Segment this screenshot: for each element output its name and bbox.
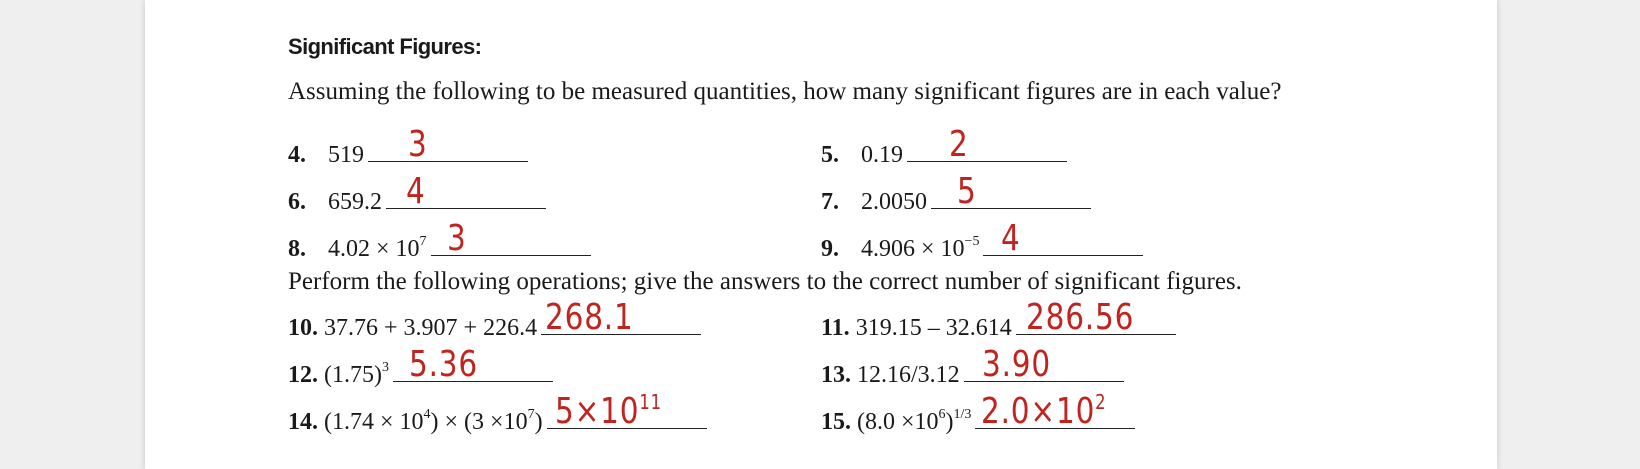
problem-number: 6. [288, 189, 306, 215]
handwritten-answer: 5.36 [408, 344, 478, 385]
instruction-counting: Assuming the following to be measured quantities, how many significant figures are in each value? [288, 78, 1282, 105]
handwritten-answer: 5 [957, 171, 977, 212]
problem-number: 9. [821, 236, 839, 262]
problem-number: 13. [821, 362, 851, 388]
problem-expression: (8.0 ×10 [857, 409, 939, 435]
handwritten-answer: 286.56 [1025, 297, 1134, 338]
problem-number: 7. [821, 189, 839, 215]
exponent: 6 [938, 407, 946, 422]
problem-14 [288, 390, 707, 442]
answer-line [983, 218, 1143, 259]
answer-line [1016, 297, 1176, 338]
answer-line [907, 124, 1067, 165]
answer-line [393, 344, 553, 385]
answer-line [964, 344, 1124, 385]
problem-expression: 319.15 – 32.614 [855, 315, 1012, 341]
problem-9 [821, 218, 1143, 269]
answer-line [368, 124, 528, 165]
problem-number: 15. [821, 409, 851, 435]
answer-line [931, 171, 1091, 212]
problem-expression: 12.16/3.12 [857, 362, 960, 388]
handwritten-answer: 4 [1001, 218, 1022, 259]
exponent: 1/3 [953, 407, 972, 422]
exponent: 3 [381, 360, 389, 375]
problem-expression: 4.906 × 10 [861, 236, 965, 262]
problem-expression: 4.02 × 10 [328, 236, 420, 262]
section-heading: Significant Figures: [288, 34, 482, 59]
problem-number: 12. [288, 362, 318, 388]
problem-expression-part: ) [945, 409, 954, 435]
problem-number: 11. [821, 315, 850, 341]
handwritten-answer: 3 [446, 218, 467, 259]
answer-line [547, 390, 707, 432]
answer-base: 2.0×10 [981, 391, 1096, 432]
problem-10 [288, 297, 701, 348]
handwritten-answer: 4 [406, 171, 426, 212]
answer-base: 5×10 [554, 391, 639, 432]
problem-11 [821, 297, 1176, 348]
answer-exponent: 11 [638, 390, 662, 414]
exponent: 7 [527, 407, 535, 422]
exponent: 7 [419, 234, 427, 249]
problem-15 [821, 390, 1135, 442]
problem-13 [821, 344, 1124, 395]
problem-number: 8. [288, 236, 306, 262]
problem-7 [821, 171, 1091, 222]
problem-number: 5. [821, 142, 839, 168]
answer-line [386, 171, 546, 212]
problem-number: 14. [288, 409, 318, 435]
problem-4 [288, 124, 528, 175]
handwritten-answer: 2 [949, 124, 969, 165]
problem-expression: 0.19 [861, 142, 903, 168]
answer-line [541, 297, 701, 338]
problem-expression: 2.0050 [861, 189, 927, 215]
answer-line [975, 390, 1135, 432]
handwritten-answer: 3.90 [981, 344, 1051, 385]
problem-expression: 659.2 [328, 189, 382, 215]
problem-expression: (1.74 × 10 [324, 409, 424, 435]
handwritten-answer [554, 390, 662, 432]
handwritten-answer [981, 390, 1107, 432]
instruction-operations: Perform the following operations; give the answers to the correct number of significant figures. [288, 268, 1242, 295]
problem-12 [288, 344, 553, 395]
handwritten-answer: 268.1 [545, 297, 634, 338]
problem-8 [288, 218, 591, 269]
exponent: −5 [964, 234, 980, 249]
problem-6 [288, 171, 546, 222]
problem-5 [821, 124, 1067, 175]
problem-expression: (1.75) [324, 362, 382, 388]
problem-number: 4. [288, 142, 306, 168]
problem-expression: 519 [328, 142, 364, 168]
answer-line [431, 218, 591, 259]
handwritten-answer: 3 [408, 124, 428, 165]
problem-expression: 37.76 + 3.907 + 226.4 [324, 315, 538, 341]
problem-number: 10. [288, 315, 318, 341]
problem-expression-part: ) [534, 409, 543, 435]
problem-expression-part: ) × (3 ×10 [430, 409, 528, 435]
answer-exponent: 2 [1095, 390, 1107, 414]
exponent: 4 [423, 407, 431, 422]
